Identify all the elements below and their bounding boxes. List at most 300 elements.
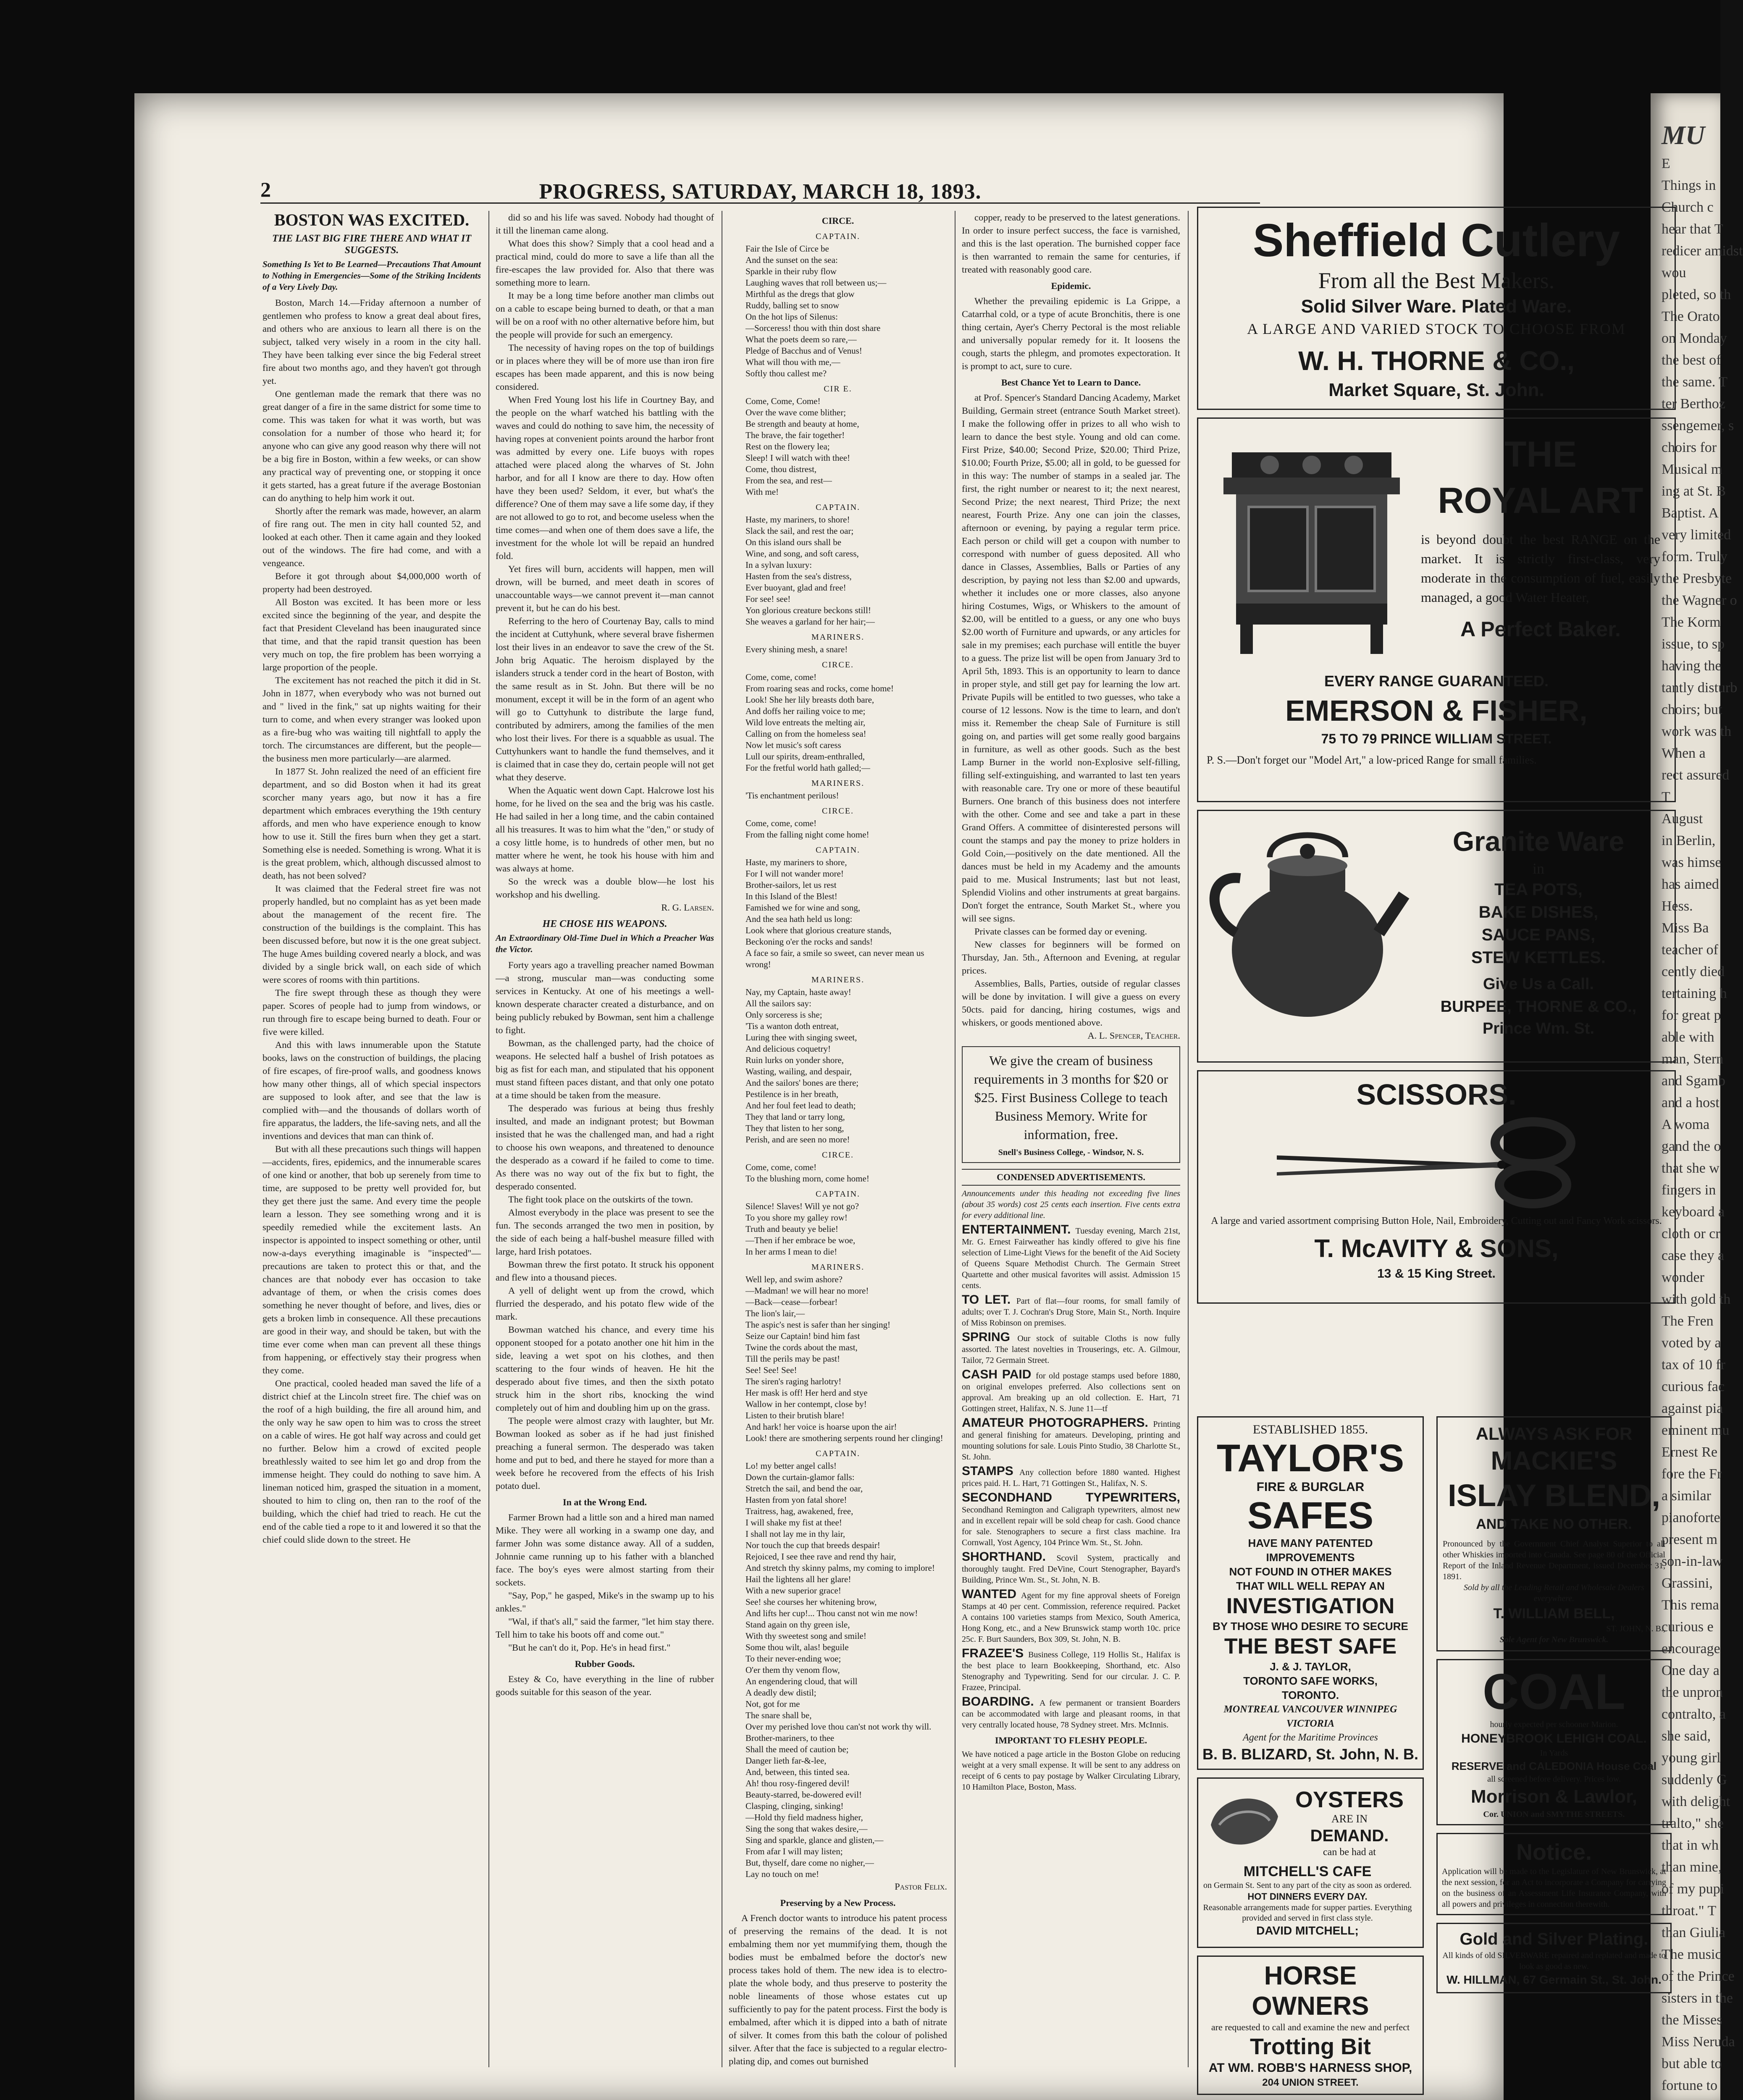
adjacent-page-text: wonder <box>1662 1270 1704 1285</box>
horse-owners-title: HORSE OWNERS <box>1252 1961 1369 2021</box>
royal-art-footer <box>1198 671 1675 767</box>
classified-item-text: A few permanent or transient Boarders can be accommodated with large and pleasant rooms, in that very centrally located house, 78 Sydney street. Mrs. McInnis. <box>962 1698 1181 1730</box>
poem-line: With thy sweetest song and smile! <box>746 1631 866 1641</box>
oysters-text: on Germain St. Sent to any part of the city as soon as ordered. <box>1203 1881 1412 1890</box>
poem-line: Brother-sailors, let us rest <box>746 880 837 890</box>
poem-line: Haste, my mariners to shore, <box>746 857 847 867</box>
article-title: Preserving by a New Process. <box>780 1898 896 1908</box>
page-header <box>260 177 1260 204</box>
paragraph: "But he can't do it, Pop. He's in head first." <box>508 1642 671 1653</box>
article-body <box>262 296 481 1546</box>
oysters-footer <box>1202 1863 1412 1938</box>
mackie-agent: Sole Agent for New Brunswick. <box>1499 1635 1609 1644</box>
page-number: 2 <box>260 178 271 201</box>
poem-line: 'Tis enchantment perilous! <box>746 790 839 801</box>
sheffield-line: Solid Silver Ware. Plated Ware. <box>1301 296 1572 317</box>
poem-line: Over the wave come blither; <box>746 407 846 417</box>
coal-title: COAL <box>1483 1664 1625 1720</box>
poem-line: Famished we for wine and song, <box>746 903 860 913</box>
paragraph: copper, ready to be preserved to the latest generations. In order to insure perfect success, the face is varnished, and this is the last operation. The burnished copper face is then warranted to remain the same for centuries, if treated with reasonably good care. <box>962 212 1180 275</box>
paragraph: did so and his life was saved. Nobody had thought of it till the lineman came along. <box>496 212 714 236</box>
poem-line: Luring thee with singing sweet, <box>746 1032 857 1042</box>
adjacent-page-text: was himse <box>1662 855 1722 870</box>
poem-line: Be strength and beauty at home, <box>746 419 859 429</box>
poem-line: On the hot lips of Silenus: <box>746 312 838 322</box>
granite-ware-copy <box>1417 824 1660 1040</box>
poem-line: And delicious coquetry! <box>746 1044 831 1054</box>
article-body <box>962 211 1180 276</box>
adjacent-page-text: case they a <box>1662 1248 1725 1263</box>
adjacent-page-text: When a <box>1662 746 1706 761</box>
poem-line: Pestilence is in her breath, <box>746 1089 839 1099</box>
adjacent-page-text: Church c <box>1662 200 1714 215</box>
adjacent-page-text: Ernest Re <box>1662 1444 1718 1460</box>
oysters-line: DEMAND. <box>1310 1827 1389 1845</box>
poem-line: All the sailors say: <box>746 998 811 1008</box>
poem-line: Clasping, clinging, sinking! <box>746 1801 844 1811</box>
adjacent-page-text: Hess. <box>1662 898 1693 914</box>
article-signature: A. L. Spencer, Teacher. <box>1087 1030 1180 1041</box>
adjacent-page-text: man, Stern <box>1662 1051 1724 1067</box>
taylor-line: NOT FOUND IN OTHER MAKES <box>1229 1565 1392 1578</box>
poem-line: —Then if her embrace be woe, <box>746 1235 856 1245</box>
poem-line: What the poets deem so rare,— <box>746 334 857 344</box>
article-title: Rubber Goods. <box>575 1659 635 1669</box>
adjacent-page-text: the same. T <box>1662 374 1728 390</box>
adjacent-page-text: that in wh <box>1662 1838 1719 1853</box>
paragraph: Referring to the hero of Courtenay Bay, calls to mind the incident at Cuttyhunk, where several brave fishermen lost their lives in an endeavor to save the crew of the St. John brig Aquatic. The heroism displayed by the islanders struck a tender cord in the heart of Boston, with the same result as in St. John. But there will be no monument, except it will be in the form of an agent who will go to Cuttyhunk to distribute the large fund, contributed by admirers, among the families of the men who lost their lives. For there is a squabble as usual. The Cuttyhunkers want to handle the fund themselves, and it is claimed that in case they do, certain people will not get what they deserve. <box>496 616 714 782</box>
granite-ware-items <box>1417 878 1660 969</box>
poem-line: The brave, the fair together! <box>746 430 845 440</box>
coal-firm: Morrison & Lawlor, <box>1470 1786 1638 1807</box>
paragraph: A yell of delight went up from the crowd, which flurried the desperado, and his potato flew wide of the mark. <box>496 1285 714 1322</box>
poem-line: Only sorceress is she; <box>746 1010 822 1020</box>
adjacent-page-text: choirs; but <box>1662 702 1722 717</box>
mackie-text: Pronounced by the Government Chief Analyst Superior to all other Whiskies imported into Canada. See page 80 of the Official Report of the Inland Revenue Department, issued December 31, 1891. <box>1443 1539 1665 1581</box>
classified-item-text: Business College, 119 Hollis St., Halifax is the best place to learn Bookkeeping, Shorthand, etc. Also Stenography and Typewriting. Send for our circular. J. C. P. Frazee, Principal. <box>962 1650 1180 1692</box>
sheffield-ad <box>1197 207 1676 410</box>
article-title: Epidemic. <box>1051 281 1091 291</box>
poem-line: —Madman! we will hear no more! <box>746 1286 869 1296</box>
granite-ware-in: in <box>1532 860 1544 877</box>
adjacent-page-text: eminent mu <box>1662 1423 1730 1438</box>
adjacent-page-text: August <box>1662 811 1703 827</box>
taylor-line: BY THOSE WHO DESIRE TO SECURE <box>1213 1620 1408 1633</box>
granite-ware-address: Prince Wm. St. <box>1482 1020 1595 1037</box>
adjacent-page-text: and Sgamb <box>1662 1073 1726 1089</box>
poem-line: 'Tis a wanton doth entreat, <box>746 1021 839 1031</box>
taylor-established: ESTABLISHED 1855. <box>1252 1423 1368 1436</box>
taylor-line: HAVE MANY PATENTED IMPROVEMENTS <box>1248 1537 1373 1564</box>
adjacent-page-text: the unpron <box>1662 1685 1723 1700</box>
adjacent-page-text: present m <box>1662 1532 1718 1547</box>
poem-line: O'er them thy venom flow, <box>746 1665 840 1675</box>
poem-line: And the sunset on the sea: <box>746 255 838 265</box>
poem-line: Ever buoyant, glad and free! <box>746 583 846 593</box>
paragraph: When the Aquatic went down Capt. Halcrowe lost his home, for he lived on the sea and the brig was his castle. He had sailed in her a long time, and the cabin contained all his treasures. It was to him what the "den," or study of a cosy little home, is to hundreds of other men, but no matter where he went, he took his house with him and was always at home. <box>496 785 714 874</box>
coal-reserve: RESERVE and CALEDONIA House Coal <box>1451 1760 1657 1772</box>
taylor-line: INVESTIGATION <box>1226 1594 1395 1618</box>
poem-speaker: CIR E. <box>824 384 852 394</box>
royal-art-ad <box>1197 417 1676 802</box>
paragraph: Shortly after the remark was made, however, an alarm of fire rang out. The men in city hall counted 52, and looked at each other. Then it came again and they looked out of the windows. The fire had come, and with a vengeance. <box>262 506 481 568</box>
classified-item <box>962 1492 1180 1548</box>
adjacent-page-text: Things in <box>1662 178 1716 193</box>
poem-line: Traitress, hag, awakened, free, <box>746 1506 853 1516</box>
adjacent-page-text: young girl <box>1662 1750 1721 1766</box>
classified-item-head: SPRING <box>962 1330 1018 1344</box>
poem-line: Look! She her lily breasts doth bare, <box>746 695 874 705</box>
poem-line: Sing and sparkle, glance and glisten,— <box>746 1835 884 1845</box>
masthead: PROGRESS, SATURDAY, MARCH 18, 1893. <box>539 180 982 204</box>
poem-line: In this Island of the Blest! <box>746 891 837 901</box>
granite-ware-firm: BURPEE, THORNE & CO., <box>1440 998 1637 1016</box>
oyster-illustration <box>1202 1783 1286 1858</box>
adjacent-page-text: cently died <box>1662 964 1725 979</box>
paragraph: It was claimed that the Federal street fire was not properly handled, but no complaint has as yet been made about the management of the recent fire. The construction of the buildings is the complaint. This has been discussed before, but now it is the one great subject. The huge Ames building covered nearly a block, and was divided by a single brick wall, on each side of which were scores of rooms with thin partitions. <box>262 883 481 985</box>
adjacent-page-text: encourage <box>1662 1641 1720 1656</box>
oysters-text: Reasonable arrangements made for supper parties. Everything provided and served in first class style. <box>1203 1903 1412 1923</box>
adjacent-page-text: very limited <box>1662 527 1731 543</box>
taylor-safes-ad <box>1197 1416 1424 1770</box>
classified-item-text: Our stock of suitable Cloths is now fully assorted. The latest novelties in Trouserings, etc. A. Gilmour, Tailor, 72 Germain Street. <box>962 1334 1180 1365</box>
adjacent-page-text: in Berlin, <box>1662 833 1716 848</box>
oysters-copy <box>1286 1787 1412 1858</box>
classified-item-text: Tuesday evening, March 21st, Mr. G. Ernest Fairweather has kindly offered to give his fine selection of Lime-Light Views for the benefit of the Aid Society of Queens Square Methodist Church. The Germain Street Quartette and other musical favorites will assist. Admission 15 cents. <box>962 1226 1180 1290</box>
adjacent-page-text: hear that T <box>1662 221 1723 237</box>
coal-yards: In Yards <box>1540 1748 1568 1758</box>
horse-owners-firm: AT WM. ROBB'S HARNESS SHOP, <box>1208 2061 1412 2075</box>
taylor-name: TAYLOR'S <box>1216 1437 1404 1480</box>
adjacent-page-text: Miss Ba <box>1662 920 1709 936</box>
classified-item-head: SECONDHAND TYPEWRITERS, <box>962 1491 1180 1504</box>
poem-title: CIRCE. <box>822 215 854 226</box>
classified-intro: Announcements under this heading not exceeding five lines (about 35 words) cost 25 cents each insertion. Five cents extra for every additional line. <box>962 1189 1180 1220</box>
article-deck: An Extraordinary Old-Time Duel in Which a Preacher Was the Victor. <box>496 933 714 954</box>
adjacent-page-text: has aimed <box>1662 877 1719 892</box>
adjacent-page-text: sisters in the <box>1662 1990 1733 2006</box>
poem-line: Sleep! I will watch with thee! <box>746 453 850 463</box>
royal-art-copy <box>1421 431 1660 644</box>
poem-line: And her foul feet lead to death; <box>746 1100 856 1110</box>
adjacent-page-text: ssengemer, s <box>1662 418 1734 433</box>
article-body <box>496 958 714 1492</box>
adjacent-page-text <box>1662 2097 1720 2100</box>
poem-line: They that listen to her song, <box>746 1123 844 1133</box>
adjacent-page-text: the best of <box>1662 352 1721 368</box>
poem-line: Pledge of Bacchus and of Venus! <box>746 346 862 356</box>
article-title: Best Chance Yet to Learn to Dance. <box>1001 377 1141 388</box>
classified-item-text: Printing and general finishing for amateurs. Developing, printing and mounting solutions for sale. Louis Pinto Studio, 38 Charlotte St., St. John. <box>962 1420 1180 1462</box>
paragraph: Almost everybody in the place was present to see the fun. The seconds arranged the two men in position, by the side of each being a half-bushel measure filled with large, hard Irish potatoes. <box>496 1207 714 1257</box>
poem-line: Truth and beauty ye belie! <box>746 1224 838 1234</box>
column-2 <box>496 211 714 2067</box>
poem-line: Now let music's soft caress <box>746 740 841 750</box>
poem-line: Haste, my mariners, to shore! <box>746 514 850 525</box>
poem-line: Brother-mariners, to thee <box>746 1733 835 1743</box>
poem-line: Look! there are smothering serpents round her clinging! <box>746 1433 943 1443</box>
poem-line: Come, Come, Come! <box>746 396 821 406</box>
paragraph: The fire swept through these as though they were paper. Scores of people had to jump from windows, or run through fire to escape being burned to death. Four or five were killed. <box>262 987 481 1037</box>
article-body <box>496 211 714 901</box>
classified-item-head: STAMPS <box>962 1464 1019 1478</box>
classified-item <box>962 1418 1180 1462</box>
poem-line: Down the curtain-glamor falls: <box>746 1472 855 1482</box>
classified-item <box>962 1589 1180 1645</box>
adjacent-page-text: pleted, so th <box>1662 287 1731 302</box>
column-rule <box>955 211 956 2067</box>
snell-ad <box>962 1046 1180 1163</box>
poem-line: For see! see! <box>746 594 791 604</box>
article-body <box>962 391 1180 1029</box>
poem-line: They that land or tarry long, <box>746 1112 845 1122</box>
adjacent-page-text: on Monday <box>1662 331 1727 346</box>
poem-line: Fair the Isle of Circe be <box>746 244 829 254</box>
plating-title: Gold and Silver Plating. <box>1460 1930 1648 1948</box>
adjacent-page-text: fore the Fr <box>1662 1466 1722 1482</box>
poem-line: Come, thou distrest, <box>746 464 817 474</box>
poem-line: Nor touch the cup that breeds despair! <box>746 1540 880 1550</box>
classified-item-text: Any collection before 1880 wanted. Highest prices paid. H. L. Hart, 71 Gottingen St., Halifax, N. S. <box>962 1468 1180 1488</box>
mackie-sold: Sold by all the Leading Retail and Wholesale Dealers everywhere. <box>1464 1583 1644 1603</box>
poem-line: Slack the sail, and rest the oar; <box>746 526 854 536</box>
oysters-cafe: MITCHELL'S CAFE <box>1243 1864 1372 1880</box>
adjacent-page-text: having the <box>1662 658 1722 674</box>
poem-line: With a new superior grace! <box>746 1586 841 1596</box>
sheffield-address: Market Square, St. John. <box>1328 380 1544 400</box>
adjacent-page-text: that she w <box>1662 1160 1719 1176</box>
column-4 <box>962 211 1180 2067</box>
adjacent-page-text: the Presbyte <box>1662 571 1732 586</box>
paragraph: When Fred Young lost his life in Courtney Bay, and the people on the wharf watched his battling with the waves and could do nothing to save him, the necessity of having ropes at convenient points around the harbor front was admitted by every one. Life buoys with ropes attached were placed along the wharves of St. John harbor, and for all I know are there to day. How often have they been used? Seldom, it ever, but what's the difference? One of them may save a life some day, if they are not allowed to go to rot, and become useless when the time comes—and when one of them does save a life, the investment for the whole lot will be repaid an hundred fold. <box>496 394 714 561</box>
adjacent-page-text: curious fac <box>1662 1379 1725 1394</box>
poem-speaker: MARINERS. <box>811 1263 865 1272</box>
taylor-line: TORONTO SAFE WORKS, <box>1243 1675 1378 1687</box>
horse-owners-ad <box>1197 1956 1424 2095</box>
royal-art-tag: A Perfect Baker. <box>1460 617 1621 641</box>
poem-line: For I will not wander more! <box>746 869 844 879</box>
classified-item-head: FRAZEE'S <box>962 1646 1029 1660</box>
classified-ads <box>962 1188 1180 1793</box>
poem-line: Nay, my Captain, haste away! <box>746 987 851 997</box>
granite-ware-call: Give Us a Call. <box>1483 975 1594 993</box>
classified-item-text: Agent for my fine approval sheets of Foreign Stamps at 40 per cent. Commission, reference required. Packet A contains 100 varieties stamps from Mexico, South America, Hong Kong, etc., and a New Brunswick stamp worth 10c. price 25c. F. Burt Saunders, Box 309, St. John, N. B. <box>962 1591 1180 1644</box>
adjacent-page-text: for great p <box>1662 1008 1721 1023</box>
horse-owners-address: 204 UNION STREET. <box>1262 2077 1359 2088</box>
poem-line: But, thyself, dare come no nigher,— <box>746 1858 874 1868</box>
sheffield-line: From all the Best Makers. <box>1318 268 1555 293</box>
adjacent-page-text: issue, to sp <box>1662 636 1725 652</box>
classified-item-head: TO LET. <box>962 1293 1016 1307</box>
adjacent-page-text: suddenly G <box>1662 1772 1727 1788</box>
adjacent-page-text: tralto," she <box>1662 1816 1724 1831</box>
poem-line: Sparkle in their ruby flow <box>746 266 837 276</box>
article-body <box>496 1672 714 1698</box>
coal-screened: all screened before delivery. Prices low. <box>1487 1774 1621 1784</box>
poem-line: Come, come, come! <box>746 1162 817 1172</box>
paragraph: What does this show? Simply that a cool head and a practical mind, could do more to save a life than all the fire-escapes the law provided for. Also that there was something more to learn. <box>496 238 714 288</box>
granite-ware-item: BAKE DISHES, <box>1478 903 1599 921</box>
sheffield-title: Sheffield Cutlery <box>1252 215 1620 266</box>
adjacent-page-text: pianoforte <box>1662 1510 1720 1525</box>
poem-line: The lion's lair,— <box>746 1308 805 1318</box>
sheffield-firm: W. H. THORNE & CO., <box>1298 346 1575 376</box>
poem-speaker: CAPTAIN. <box>815 1189 861 1199</box>
oysters-dinners: HOT DINNERS EVERY DAY. <box>1247 1891 1368 1902</box>
horse-owners-text: are requested to call and examine the new and perfect <box>1211 2022 1410 2032</box>
article-body <box>729 1911 947 2068</box>
article-subtitle: THE LAST BIG FIRE THERE AND WHAT IT SUGGESTS. <box>272 233 472 256</box>
poem-line: Calling on from the homeless sea! <box>746 729 866 739</box>
poem-line: I shall not lay me in thy lair, <box>746 1529 845 1539</box>
poem-speaker: CAPTAIN. <box>815 845 861 855</box>
poem-line: For the fretful world hath galled;— <box>746 763 870 773</box>
poem-line: Lo! my better angel calls! <box>746 1461 837 1471</box>
granite-ware-item: TEA POTS, <box>1494 880 1583 899</box>
poem-line: She weaves a garland for her hair;— <box>746 617 875 627</box>
column-3 <box>729 211 947 2067</box>
scissors-firm: T. McAVITY & SONS, <box>1314 1234 1559 1263</box>
classified-heading: IMPORTANT TO FLESHY PEOPLE. <box>995 1735 1147 1746</box>
poem-line: In her arms I mean to die! <box>746 1247 837 1257</box>
poem-line: Look where that glorious creature stands, <box>746 925 892 935</box>
classified-list <box>962 1224 1180 1730</box>
poem-line: Wallow in her contempt, close by! <box>746 1399 867 1409</box>
horse-owners-product: Trotting Bit <box>1250 2034 1371 2059</box>
paragraph: One practical, cooled headed man saved the life of a district chief at the Lincoln street fire. The chief was on the roof of a high building, the fire all around him, and the only way he saw open to him was to cross the street on a cable of wires. He got half way across and could get no further. Below him a crowd of excited people breathlessly waited to see him let go and drop from the immense height. They could do nothing to save him. A lineman noticed him, grasped the situation in a moment, shouted to him to cling on, then ran to the roof of the building, which the chief had tried to reach. He cut the end of the cable tied a rope to it and lowered it so that the chief could slide down to the street. He <box>262 1378 481 1545</box>
adjacent-page-text: than Giulia <box>1662 1925 1726 1940</box>
adjacent-page-text: throat." T <box>1662 1903 1717 1919</box>
stove-illustration <box>1207 427 1417 662</box>
oysters-title: OYSTERS <box>1295 1787 1404 1812</box>
poem-line: With me! <box>746 487 779 497</box>
paragraph: Estey & Co, have everything in the line of rubber goods suitable for this season of the year. <box>496 1674 714 1697</box>
paragraph: The excitement has not reached the pitch it did in St. John in 1877, when everybody who was not burned out and " lived in the fink," sat up nights waiting for their turn to come, and when every stranger was looked upon as a fire-bug who was waiting till nightfall to apply the torch. The circumstances are different, but the people—the business men more particularly—are alarmed. <box>262 675 481 764</box>
poem-line: And, between, this tinted sea. <box>746 1767 850 1777</box>
paragraph: One gentleman made the remark that there was no great danger of a fire in the same district for some time to come. This was taken for what it was worth, but was consolation for a number of those who heard it; for anyone who can give any good reason why there will not be a big fire in Boston, within a few weeks, or can show any practical way of preventing one, or stopping it once it gets started, has a great future if the average Bostonian can do anything to help him work it out. <box>262 388 481 503</box>
column-rule <box>488 211 489 2067</box>
royal-art-firm: EMERSON & FISHER, <box>1285 694 1588 727</box>
poem-speaker: MARINERS. <box>811 975 865 984</box>
paragraph: In 1877 St. John realized the need of an efficient fire department, and so did Boston when it had its great scorcher many years ago, but now it has a fire department which embraces everything the 19th century affords, and men who have experience enough to know how to use it. Still the fires burn when they get a start. Something else is needed. Something is wrong. What it is is the great problem, which, although discussed almost to death, has not been solved? <box>262 766 481 881</box>
taylor-safes: SAFES <box>1247 1495 1374 1537</box>
poem-line: Lay no touch on me! <box>746 1869 819 1879</box>
coal-kind: HONEYBROOK LEHIGH COAL. <box>1461 1732 1647 1746</box>
poem-line: Yon glorious creature beckons still! <box>746 605 871 615</box>
poem-line: The snare shall be, <box>746 1710 812 1720</box>
adjacent-page-text: Miss Neruda <box>1662 2034 1735 2050</box>
scissors-title: SCISSORS. <box>1356 1078 1517 1111</box>
poem-line: A deadly dew distil; <box>746 1688 816 1698</box>
coal-ad <box>1436 1659 1672 1825</box>
poem-line: Hasten from the sea's distress, <box>746 571 852 581</box>
classified-heading: CONDENSED ADVERTISEMENTS. <box>962 1169 1180 1186</box>
poem-line: Wasting, wailing, and despair, <box>746 1066 852 1076</box>
plating-ad <box>1436 1923 1672 1993</box>
adjacent-page-text: fortune to <box>1662 2078 1718 2093</box>
paragraph: So the wreck was a double blow—he lost his workshop and his dwelling. <box>496 876 714 900</box>
poem-line: Ruddy, balling set to snow <box>746 300 840 310</box>
adjacent-page-text: the Wagner o <box>1662 593 1737 608</box>
classified-item <box>962 1696 1180 1730</box>
adjacent-page-text: fingers in <box>1662 1182 1716 1198</box>
poem-line: To their never-ending woe; <box>746 1654 841 1664</box>
classified-item-head: AMATEUR PHOTOGRAPHERS. <box>962 1416 1153 1430</box>
taylor-line: TORONTO. <box>1281 1689 1339 1701</box>
poem-line: Wild love entreats the melting air, <box>746 717 866 727</box>
adjacent-page-text: wou <box>1662 265 1686 281</box>
adjacent-page-text: The Orato <box>1662 309 1720 324</box>
poem-line: Her mask is off! Her herd and stye <box>746 1388 868 1398</box>
adjacent-page-text: MU <box>1662 120 1705 150</box>
adjacent-page-text: A woma <box>1662 1117 1710 1132</box>
adjacent-page-text: ing at St. B <box>1662 483 1726 499</box>
paragraph: Farmer Brown had a little son and a hired man named Mike. They were all working in a swamp one day, and farmer John was some distance away. All of a sudden, Johnnie came running up to his father with a blanched face. The boy's eyes were almost starting from their sockets. <box>496 1512 714 1588</box>
scissors-illustration <box>1268 1118 1604 1210</box>
column-rule <box>1188 211 1189 2067</box>
classified-item-text: for old postage stamps used before 1880, on original envelopes preferred. Also collections sent on approval. Am breaking up an old collection. E. Hart, 71 Gottingen street, Halifax, N. S. June 11—tf <box>962 1371 1180 1413</box>
mackie-line: ALWAYS ASK FOR <box>1475 1424 1633 1444</box>
adjacent-page-text: choirs for <box>1662 440 1717 455</box>
plating-text: All kinds of old SILVERWARE repaired and replated and made to look as good as new. <box>1442 1951 1666 1971</box>
paragraph: All Boston was excited. It has been more or less excited since the beginning of the year, and despite the fact that President Cleveland has been inaugurated since that time, and that the rapid transit question has been very much on top, the fire problem has been worrying a large proportion of the people. <box>262 597 481 672</box>
poem-line: Twine the cords about the mast, <box>746 1342 858 1352</box>
paragraph: New classes for beginners will be formed on Thursday, Jan. 5th., Afternoon and Evening, at regular prices. <box>962 939 1180 976</box>
adjacent-page-text: tertaining h <box>1662 986 1727 1001</box>
royal-art-ps: P. S.—Don't forget our "Model Art," a low-priced Range for small families. <box>1207 754 1537 766</box>
lower-left-ads <box>1197 1416 1424 2100</box>
adjacent-page-text: E <box>1662 156 1670 171</box>
mackie-firm: T. WILLIAM BELL, <box>1493 1606 1615 1622</box>
taylor-line: THE BEST SAFE <box>1224 1634 1397 1659</box>
column-1 <box>262 211 481 2067</box>
royal-art-title: THE <box>1504 434 1577 475</box>
adjacent-page-text: than mine, <box>1662 1859 1722 1875</box>
paragraph: Bowman, as the challenged party, had the choice of weapons. He selected half a bushel of Irish potatoes as big as fist for each man, and stipulated that his opponent must stand fifteen paces distant, and that only one potato at a time should be taken from the measure. <box>496 1038 714 1100</box>
adjacent-page-text: able with <box>1662 1029 1714 1045</box>
poem-line: Mirthful as the dregs that glow <box>746 289 855 299</box>
poem-line: The siren's raging harlotry! <box>746 1376 842 1386</box>
taylor-lines <box>1202 1536 1418 1702</box>
paragraph: A French doctor wants to introduce his patent process of preserving the remains of the dead. It is not embalming them nor yet mummifying them, though the bodies must be embalmed before the doctor's new process takes hold of them. The new idea is to electro-plate the whole body, and thus preserve to posterity the noble lineaments of those whose estates cut up sufficiently to pay for the patent process. First the body is embalmed, after which it is dipped into a bath of nitrate of silver. It comes from this bath the colour of polished silver. After that the face is subjected to a regular electro-plating dip, and comes out burnished <box>729 1913 947 2066</box>
royal-art-address: 75 TO 79 PRINCE WILLIAM STREET. <box>1321 731 1552 746</box>
poem-line: Wine, and song, and soft caress, <box>746 549 859 559</box>
classified-item-head: ENTERTAINMENT. <box>962 1223 1076 1236</box>
poem-line: Stretch the sail, and bend the oar, <box>746 1483 863 1494</box>
adjacent-page-text: of my pupi <box>1662 1881 1725 1897</box>
paragraph: at Prof. Spencer's Standard Dancing Academy, Market Building, Germain street (entrance South Market street). I make the following offer in prizes to all who wish to learn to dance the best style. Young and old can come. First Prize, $40.00; Second Prize, $20.00; Third Prize, $10.00; Fourth Prize, $5.00; all in gold, to be guessed for in this way: The number of stamps in a sealed jar. The first, the right number or nearest to it; the next nearest, Second Prize; the next nearest, Third Prize; the next nearest, Fourth Prize. Any one can join the classes, afternoon or evening, by paying a regular term price. Each person or child will get a coupon with number to correspond with number of guess deposited. All who dance in Classes, Assemblies, Balls or Parties of any description, by paying not less than $2.00 and upwards, whether it includes one or more classes, also anyone hiring Costumes, Wigs, or Whiskers to the amount of $2.00, will be entitled to a guess, or any one who buys $2.00 worth of Furniture and upwards, or any articles for sale in my premises; each purchase will entitle the buyer to a guess. The prize list will be open from January 3rd to April 5th, 1893. This is an opportunity to learn to dance in proper style, and still get pay for learning the low art. Private Pupils will be entitled to two guesses, who take a course of 12 lessons. Now is the time to learn, and don't miss it. Remember the cheap Sale of Furniture is still going on, and parties will get some really good bargains in furniture, as well as other goods. Such as the best Lamp Burner in the world non-Explosive self-filling, filling self-extinguishing, and warranted to last ten years with reasonable care. Try one or more of these beautiful Burners. One branch of this business does not interfere with the other. Come and see and take a part in these Grand Offers. A committee of disinterested persons will count the stamps and pay the money to prize holders in Gold Coin,—positively on the date mentioned. All the dances must be held in my Academy and the amounts paid to me. Musical Instruments; last but not least, Splendid Violins and other instruments at great bargains. Don't forget the entrance, South Market St., where you will see signs. <box>962 392 1180 924</box>
adjacent-page-text: One day a <box>1662 1663 1719 1678</box>
granite-ware-item: SAUCE PANS, <box>1481 926 1596 944</box>
poem-line: Sing the song that wakes desire,— <box>746 1824 868 1834</box>
paragraph: The desperado was furious at being thus freshly insulted, and made an indignant protest; but Bowman insisted that he was the challenged man, and had a right to choose his own weapons, and threatened to denounce the desperado as a coward if he failed to come to time. As there was no way out of the fix but to fight, the desperado consented. <box>496 1103 714 1192</box>
paragraph: Before it got through about $4,000,000 worth of property had been destroyed. <box>262 571 481 594</box>
scissors-address: 13 & 15 King Street. <box>1377 1267 1496 1281</box>
poem-line: Rest on the flowery lea; <box>746 441 830 452</box>
poem-signature: Pastor Felix. <box>895 1881 947 1892</box>
poem-line: Ruin lurks on yonder shore, <box>746 1055 844 1065</box>
teapot-illustration <box>1211 824 1404 1025</box>
paragraph: "Wal, if that's all," said the farmer, "let him stay there. Tell him to take his boots off and come out." <box>496 1616 714 1640</box>
adjacent-page-text: with delight <box>1662 1794 1730 1809</box>
adjacent-page-text: of the Prince <box>1662 1969 1735 1984</box>
poem-line: Hasten from yon fatal shore! <box>746 1495 847 1505</box>
snell-ad-text: We give the cream of business requirements in 3 months for $20 or $25. First Business College to teach Business Memory. Write for information, free. <box>974 1053 1168 1142</box>
adjacent-page-text: The Fren <box>1662 1313 1714 1329</box>
adjacent-page-text: tax of 10 fr <box>1662 1357 1726 1373</box>
poem-line: Silence! Slaves! Will ye not go? <box>746 1201 859 1211</box>
mackie-ad <box>1436 1416 1672 1651</box>
